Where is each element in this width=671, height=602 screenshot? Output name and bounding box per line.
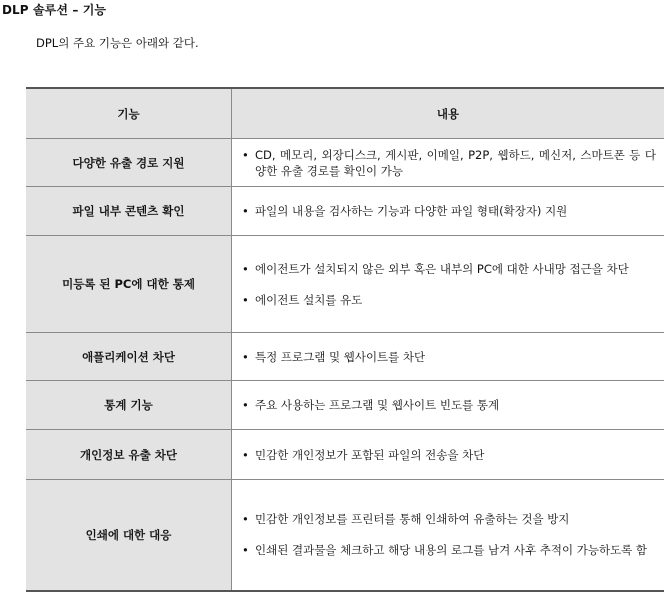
- bullet-item: • 파일의 내용을 검사하는 기능과 다양한 파일 형태(확장자) 지원: [242, 203, 656, 219]
- header-feature: 기능: [26, 88, 232, 139]
- bullet-list: [242, 397, 656, 413]
- bullet-item: • 주요 사용하는 프로그램 및 웹사이트 빈도를 통계: [242, 397, 656, 413]
- feature-content: [232, 381, 665, 430]
- feature-name: 애플리케이션 차단: [26, 333, 232, 381]
- feature-name: 인쇄에 대한 대응: [26, 480, 232, 591]
- header-content: 내용: [232, 88, 665, 139]
- table-row: [26, 480, 664, 591]
- bullet-item: • CD, 메모리, 외장디스크, 게시판, 이메일, P2P, 웹하드, 메신저, 스마트폰 등 다양한 유출 경로를 확인이 가능: [242, 147, 656, 179]
- bullet-list: [242, 447, 656, 463]
- feature-content: [232, 430, 665, 480]
- feature-name: 다양한 유출 경로 지원: [26, 139, 232, 187]
- page-title: DLP 솔루션 – 기능: [2, 3, 107, 17]
- bullet-list: [242, 203, 656, 219]
- table-row: [26, 333, 664, 381]
- bullet-item: • 인쇄된 결과물을 체크하고 해당 내용의 로그를 남겨 사후 추적이 가능하도록 함: [242, 542, 656, 558]
- bullet-item: • 민감한 개인정보를 프린터를 통해 인쇄하여 유출하는 것을 방지: [242, 511, 656, 527]
- feature-name: 파일 내부 콘텐츠 확인: [26, 187, 232, 236]
- bullet-item: • 에이전트 설치를 유도: [242, 292, 656, 308]
- feature-content: [232, 236, 665, 333]
- feature-content: [232, 187, 665, 236]
- bullet-item: • 민감한 개인정보가 포함된 파일의 전송을 차단: [242, 447, 656, 463]
- bullet-list: [242, 511, 656, 558]
- feature-name: 개인정보 유출 차단: [26, 430, 232, 480]
- table-header-row: [26, 88, 664, 139]
- table-row: [26, 381, 664, 430]
- feature-table: [26, 87, 664, 592]
- intro-text: DPL의 주요 기능은 아래와 같다.: [36, 36, 199, 50]
- bullet-item: • 특정 프로그램 및 웹사이트를 차단: [242, 349, 656, 365]
- bullet-list: [242, 349, 656, 365]
- feature-content: [232, 480, 665, 591]
- feature-name: 미등록 된 PC에 대한 통제: [26, 236, 232, 333]
- bullet-item: • 에이전트가 설치되지 않은 외부 혹은 내부의 PC에 대한 사내망 접근을 차단: [242, 261, 656, 277]
- feature-content: [232, 333, 665, 381]
- feature-content: [232, 139, 665, 187]
- bullet-list: [242, 147, 656, 179]
- table-row: [26, 139, 664, 187]
- table-row: [26, 236, 664, 333]
- table-row: [26, 187, 664, 236]
- feature-name: 통계 기능: [26, 381, 232, 430]
- bullet-list: [242, 261, 656, 308]
- table-row: [26, 430, 664, 480]
